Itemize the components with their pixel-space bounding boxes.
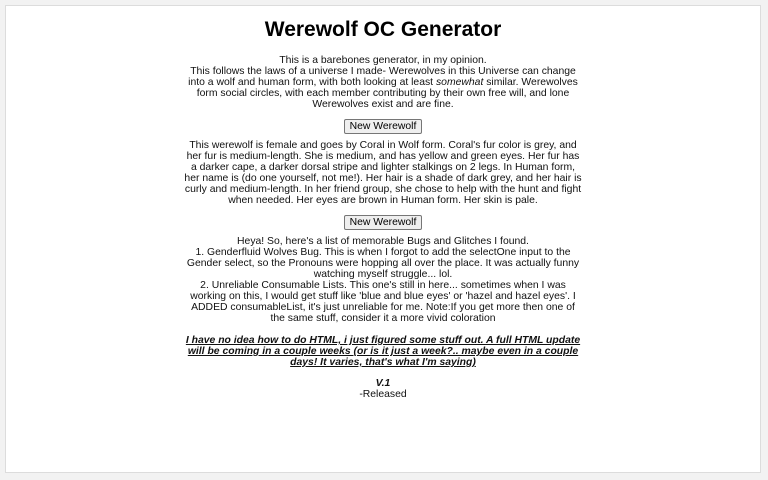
- page-card: [5, 5, 761, 473]
- html-notice: I have no idea how to do HTML, i just figured some stuff out. A full HTML update will be coming in a couple weeks (or is it just a week?.. maybe even in a couple days! It varies, that's what I'm saying): [185, 335, 581, 368]
- intro-text: [183, 55, 583, 110]
- new-werewolf-button[interactable]: New Werewolf: [344, 119, 423, 134]
- bugs-intro: Heya! So, here's a list of memorable Bugs and Glitches I found.: [237, 236, 529, 247]
- generated-werewolf-text: This werewolf is female and goes by Coral in Wolf form. Coral's fur color is grey, and her fur is medium-length. She is medium, and has yellow and green eyes. Her fur has a darker cape, a darker dorsal stripe and lighter stalkings on 2 legs. In Human form, her name is (do one yourself, not me!). Her hair is a shade of dark grey, and her hair is curly and medium-length. In her friend group, she chose to help with the hunt and fight when needed. Her eyes are brown in Human form. Her skin is pale.: [184, 140, 582, 206]
- page-title: Werewolf OC Generator: [264, 18, 502, 41]
- bug-item-1: 1. Genderfluid Wolves Bug. This is when I forgot to add the selectOne input to the Gender select, so the Pronouns were hopping all over the place. It was actually funny watching myself struggle... lol.: [186, 247, 580, 280]
- generator-button-wrap: [183, 119, 583, 134]
- intro-line-1: This is a barebones generator, in my opinion.: [279, 55, 487, 66]
- intro-line-2-before: This follows the laws of a universe I made- Werewolves in this Universe can change into a wolf and human form, with both looking at least: [188, 66, 576, 88]
- new-werewolf-button-2[interactable]: New Werewolf: [344, 215, 423, 230]
- version-label: V.1: [375, 378, 391, 389]
- version-status: -Released: [359, 389, 407, 400]
- intro-emphasis: somewhat: [435, 77, 484, 88]
- version-info: [183, 378, 583, 400]
- second-button-wrap: [183, 215, 583, 230]
- bug-item-2: 2. Unreliable Consumable Lists. This one's still in here... sometimes when I was working on this, I would get stuff like 'blue and blue eyes' or 'hazel and hazel eyes'. I ADDED consumableList, it's just unreliable for me. Note:If you get more then one of the same stuff, consider it a more vivid coloration: [190, 280, 576, 324]
- main-content: [183, 18, 583, 400]
- intro-line-2-after: similar. Werewolves form social circles, with each member contributing by their own free will, and lone Werewolves exist and are fine.: [196, 77, 578, 110]
- bugs-list: [183, 236, 583, 324]
